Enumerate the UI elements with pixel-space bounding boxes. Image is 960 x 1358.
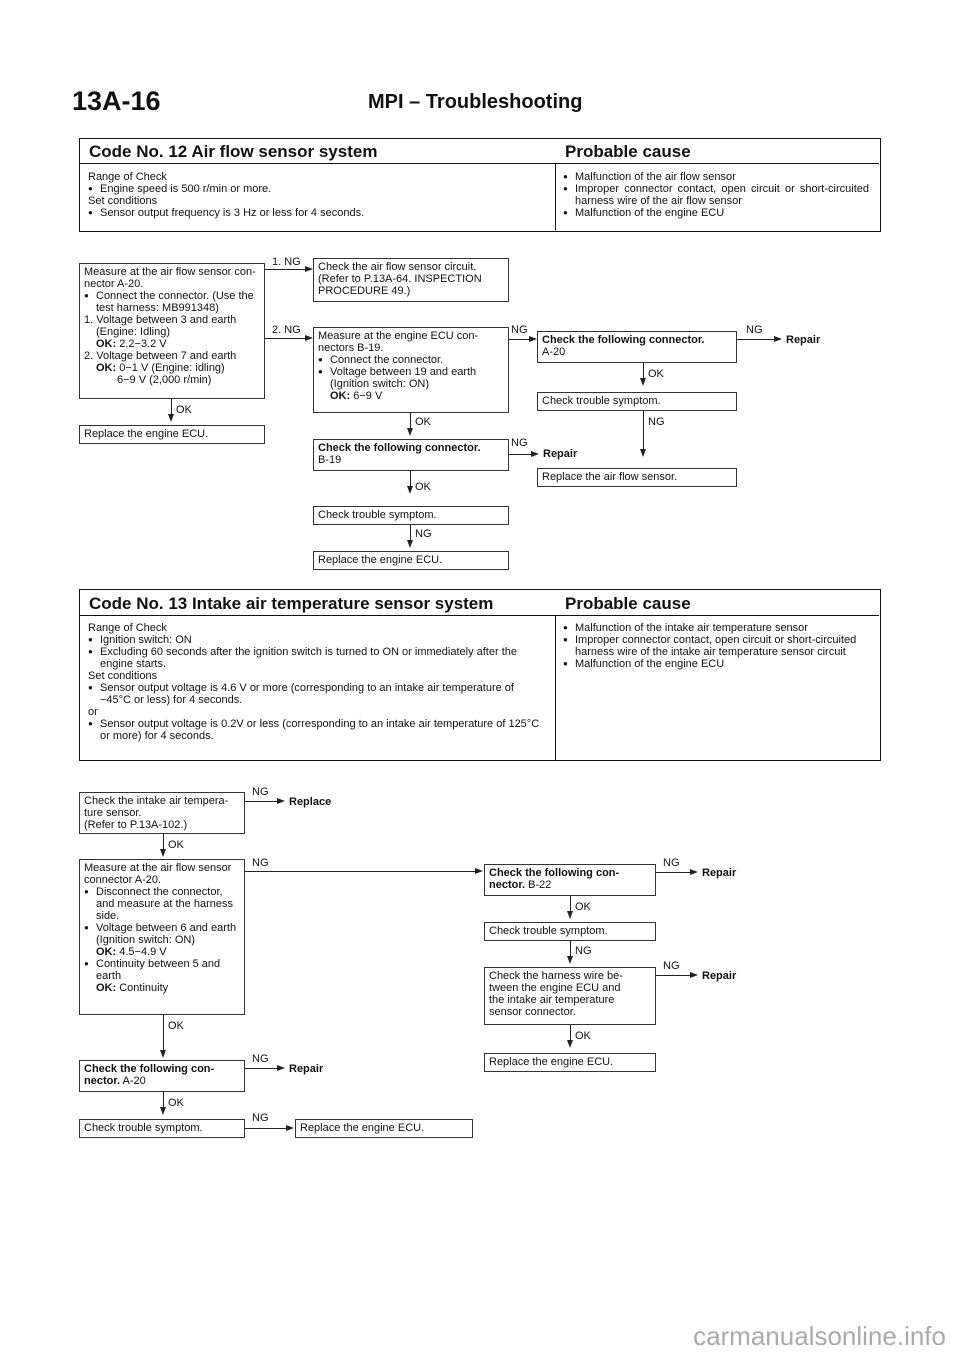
ng-label: NG	[252, 1053, 269, 1065]
text: A-20	[122, 1075, 146, 1087]
connector-line	[509, 339, 529, 340]
c13-check-b22-box	[484, 864, 656, 896]
text: sensor connector.	[489, 1006, 576, 1018]
ok-label: OK:	[96, 338, 117, 350]
arrow	[286, 1125, 294, 1131]
c13-check-a20-box	[79, 1060, 245, 1092]
text: (Engine: Idling)	[96, 326, 170, 338]
ng-label: NG	[511, 324, 528, 336]
repair-label: Repair	[702, 867, 737, 879]
ok-label: OK	[575, 1030, 591, 1042]
text: Check the intake air tempera-	[84, 795, 229, 807]
text: 0−1 V (Engine: idling)	[119, 362, 225, 374]
arrow	[475, 868, 483, 874]
c13-measure-box	[79, 859, 245, 1015]
text: ● Voltage between 19 and earth (Ignition switch: ON)	[318, 366, 504, 390]
text: 4.5−4.9 V	[119, 946, 167, 958]
connector-line	[737, 339, 774, 340]
range-item: ● Ignition switch: ON	[88, 634, 546, 646]
ok-label: OK	[168, 1097, 184, 1109]
arrow	[567, 1040, 573, 1048]
text: Continuity	[119, 982, 169, 994]
set-label: Set conditions	[88, 195, 158, 207]
arrow	[277, 798, 285, 804]
ng-label: NG	[746, 324, 763, 336]
ok-label: OK:	[96, 982, 117, 994]
arrow	[567, 956, 573, 964]
text: B-22	[528, 879, 552, 891]
connector-line	[643, 411, 644, 451]
arrow	[160, 1107, 166, 1115]
ok-label: OK	[176, 404, 192, 416]
ok-label: OK	[168, 839, 184, 851]
ok-label: OK:	[96, 362, 117, 374]
ng-label: NG	[252, 786, 269, 798]
text: Check the following con-	[489, 867, 620, 879]
c13-replace-ecu-left	[295, 1119, 473, 1138]
ng-label: NG	[511, 437, 528, 449]
arrow	[640, 378, 646, 386]
cause-item: ● Malfunction of the engine ECU	[563, 207, 869, 219]
text: Check the following con-	[84, 1063, 215, 1075]
text: ● Connect the connector. (Use the test harness: MB991348)	[84, 290, 260, 314]
arrow	[529, 336, 537, 342]
ng-label: NG	[252, 857, 269, 869]
arrow	[531, 451, 539, 457]
arrow	[407, 486, 413, 494]
arrow	[160, 849, 166, 857]
c13-check-symptom-left	[79, 1119, 245, 1138]
range-item: ● Excluding 60 seconds after the ignition switch is turned to ON or immediately after the engine starts.	[88, 646, 546, 670]
arrow	[168, 414, 174, 422]
text: (Refer to P.13A-102.)	[84, 819, 188, 831]
arrow	[567, 911, 573, 919]
arrow	[407, 428, 413, 436]
text: Check the following connector.	[542, 334, 705, 346]
range-label: Range of Check	[88, 622, 167, 634]
text: Check trouble symptom.	[84, 1122, 203, 1134]
text: the intake air temperature	[489, 994, 615, 1006]
connector-line	[245, 801, 277, 802]
text: ture sensor.	[84, 807, 142, 819]
ok-label: OK:	[330, 390, 351, 402]
connector-line	[656, 975, 690, 976]
code12-col-divider	[555, 163, 556, 230]
repair-label: Repair	[786, 334, 821, 346]
code13-causes	[563, 622, 869, 670]
arrow	[305, 266, 313, 272]
set-label: Set conditions	[88, 670, 158, 682]
text: Replace the engine ECU.	[489, 1056, 614, 1068]
code12-causes	[563, 171, 869, 219]
repair-label: Repair	[702, 970, 737, 982]
text: ● Voltage between 6 and earth (Ignition switch: ON)	[84, 922, 240, 946]
connector-line	[265, 269, 305, 270]
ok-label: OK	[415, 481, 431, 493]
arrow	[690, 869, 698, 875]
connector-line	[509, 454, 531, 455]
ng1-label: 1. NG	[272, 256, 301, 268]
connector-line	[163, 1015, 164, 1052]
text: B-19	[318, 454, 342, 466]
text: 2. Voltage between 7 and earth	[84, 350, 237, 362]
text: ● Continuity between 5 and earth	[84, 958, 240, 982]
ok-label: OK	[168, 1020, 184, 1032]
text: 6−9 V (2,000 r/min)	[117, 374, 212, 386]
code12-cause-title: Probable cause	[565, 142, 691, 161]
set-item: ● Sensor output voltage is 4.6 V or more (corresponding to an intake air temperature of −45°C or less) for 4 seconds.	[88, 682, 546, 706]
c12-replace-afs	[537, 468, 737, 487]
c12-check-symptom-mid	[313, 506, 509, 525]
text: nectors B-19.	[318, 342, 384, 354]
code13-title: Code No. 13 Intake air temperature sensor system	[89, 594, 494, 613]
text: ● Disconnect the connector, and measure at the harness side.	[84, 886, 240, 922]
c12-check-a20-box	[537, 331, 737, 363]
cause-item: ● Improper connector contact, open circuit or short-circuited harness wire of the intake air temperature sensor circuit	[563, 634, 869, 658]
text: nector.	[489, 879, 526, 891]
c12-check-circuit-box	[313, 258, 509, 302]
arrow	[774, 336, 782, 342]
cause-item: ● Malfunction of the engine ECU	[563, 658, 869, 670]
repair-label: Repair	[289, 1063, 324, 1075]
code12-header-divider	[80, 163, 879, 164]
set-item: ● Sensor output voltage is 0.2V or less (corresponding to an intake air temperature of 125°C or more) for 4 seconds.	[88, 718, 546, 742]
ng-label: NG	[252, 1112, 269, 1124]
cause-item: ● Malfunction of the air flow sensor	[563, 171, 869, 183]
range-item: ● Engine speed is 500 r/min or more.	[88, 183, 548, 195]
set-item: ● Sensor output frequency is 3 Hz or less for 4 seconds.	[88, 207, 548, 219]
page-number: 13A-16	[72, 86, 161, 116]
text: nector A-20.	[84, 278, 144, 290]
code12-conditions	[88, 171, 548, 219]
arrow	[277, 1065, 285, 1071]
text: Check the air flow sensor circuit.	[318, 261, 477, 273]
or-label: or	[88, 706, 98, 718]
text: 1. Voltage between 3 and earth	[84, 314, 237, 326]
text: Check the harness wire be-	[489, 970, 623, 982]
text: Measure at the engine ECU con-	[318, 330, 479, 342]
c13-harness-check-box	[484, 967, 656, 1025]
text: Replace the engine ECU.	[84, 428, 209, 440]
connector-line	[265, 338, 305, 339]
connector-line	[245, 871, 475, 872]
code13-col-divider	[555, 615, 556, 760]
text: PROCEDURE 49.)	[318, 285, 411, 297]
c12-replace-ecu-mid	[313, 551, 509, 570]
ok-label: OK	[648, 368, 664, 380]
c12-ecu-measure-box	[313, 327, 509, 413]
c12-replace-ecu-left	[79, 425, 265, 444]
page-title: MPI – Troubleshooting	[368, 91, 583, 113]
text: Check trouble symptom.	[318, 509, 437, 521]
code13-header-divider	[80, 615, 879, 616]
connector-line	[245, 1128, 286, 1129]
ok-label: OK	[415, 416, 431, 428]
replace-label: Replace	[289, 796, 332, 808]
c12-check-symptom-right	[537, 392, 737, 411]
ng-label: NG	[648, 416, 665, 428]
ng-label: NG	[415, 528, 432, 540]
c12-check-b19-box	[313, 439, 509, 471]
ok-label: OK	[575, 901, 591, 913]
cause-item: ● Improper connector contact, open circuit or short-circuited harness wire of the air flow sensor	[563, 183, 869, 207]
code12-title: Code No. 12 Air flow sensor system	[89, 142, 378, 161]
text: (Refer to P.13A-64. INSPECTION	[318, 273, 482, 285]
text: Check trouble symptom.	[489, 925, 608, 937]
c13-replace-ecu-right	[484, 1053, 656, 1072]
text: connector A-20.	[84, 874, 162, 886]
ng2-label: 2. NG	[272, 324, 301, 336]
text: A-20	[542, 346, 566, 358]
text: nector.	[84, 1075, 121, 1087]
c13-check-iat-box	[79, 792, 245, 834]
text: tween the engine ECU and	[489, 982, 621, 994]
text: Measure at the air flow sensor	[84, 862, 232, 874]
arrow	[305, 335, 313, 341]
ng-label: NG	[575, 945, 592, 957]
c12-measure-box	[79, 263, 265, 399]
code13-cause-title: Probable cause	[565, 594, 691, 613]
text: Replace the engine ECU.	[300, 1122, 425, 1134]
repair-label: Repair	[543, 448, 578, 460]
connector-line	[245, 1068, 277, 1069]
connector-line	[656, 872, 690, 873]
text: Check the following connector.	[318, 442, 481, 454]
text: Check trouble symptom.	[542, 395, 661, 407]
text: 6−9 V	[353, 390, 383, 402]
text: ● Connect the connector.	[318, 354, 504, 366]
arrow	[160, 1050, 166, 1058]
c13-check-symptom-right	[484, 922, 656, 941]
ok-label: OK:	[96, 946, 117, 958]
arrow	[407, 540, 413, 548]
ng-label: NG	[663, 857, 680, 869]
cause-item: ● Malfunction of the intake air temperature sensor	[563, 622, 869, 634]
ng-label: NG	[663, 960, 680, 972]
text: Replace the engine ECU.	[318, 554, 443, 566]
arrow	[640, 449, 646, 457]
arrow	[690, 972, 698, 978]
text: 2.2−3.2 V	[119, 338, 167, 350]
range-label: Range of Check	[88, 171, 167, 183]
watermark: carmanualsonline.info	[693, 1321, 946, 1351]
text: Measure at the air flow sensor con-	[84, 266, 256, 278]
text: Replace the air flow sensor.	[542, 471, 678, 483]
code13-conditions	[88, 622, 546, 742]
